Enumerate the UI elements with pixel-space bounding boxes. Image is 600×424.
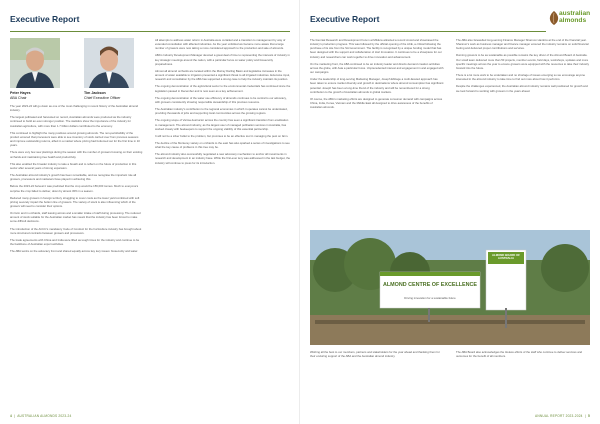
person-name: Peter Hayes: [10, 91, 31, 95]
body-paragraph: The introduction of the ACCC's mandatory Code of Conduct for the horticulture industry has brought about more structured contracts between growers and processors.: [10, 226, 142, 235]
person-name: Tim Jackson: [84, 91, 106, 95]
right-column-1: [310, 38, 444, 112]
body-paragraph: The almond industry also successfully negotiated a new advocacy mechanism to anchor all investments in research and development in an industry base. While the first-ever levy was addressed in the last budget, the industry will continue to press for its introduction.: [155, 152, 291, 165]
body-paragraph: There is a lot more work to be undertaken and no shortage of issues emerging so we encourage anyone interested in the almond industry to take time to find out more about how it performs.: [456, 73, 586, 82]
body-paragraph: There were very few new plantings during the season with the number of growers focusing on their existing orchards and maintaining tree health and productivity.: [10, 150, 143, 159]
body-paragraph: Wishing all the best to our members, partners and stakeholders for the year ahead and thanking them for their enduring support of the ABA and the Australian almond industry.: [310, 350, 440, 359]
body-paragraph: This also enabled the broader industry to take a breath and to reflect on the future of production in this sector after several years of strong expansion.: [10, 161, 137, 170]
logo-text-line2: almonds: [559, 17, 587, 24]
body-paragraph: ABA's Industry Development Manager devoted a great deal of time to representing the interests of industry in key strategic meetings around the nation, with a particular focus on water policy and biosecurity preparedness.: [155, 53, 290, 66]
heading-divider: [310, 31, 546, 32]
right-page: [300, 0, 600, 424]
right-column-1-bottom: [310, 350, 444, 361]
heading-divider: [10, 31, 290, 32]
body-paragraph: It will not be a silver bullet to the problem, but promises to be an effective tool in managing the pest on farm.: [155, 133, 289, 138]
body-paragraph: This continued to highlight the many positives around growing almonds. The non-perishability of the product ensured that processors were able to see inventory of stock carried over from previous seasons and improve outstanding returns, albeit in a market where pricing had bottomed out for the first time in 10 years.: [10, 130, 140, 148]
page-heading: Executive Report: [310, 14, 380, 24]
almond-centre-photo: [310, 230, 590, 345]
page-footer: ANNUAL REPORT 2023-2024 | 5: [535, 414, 590, 418]
page-footer: 4 | AUSTRALIAN ALMONDS 2023-24: [10, 414, 72, 418]
person-caption: [84, 91, 154, 101]
right-column-2-top: [456, 38, 592, 96]
body-paragraph: The Australian almond industry's growth has been remarkable, and we recognise the important role all growers, processors and marketers have played in achieving this.: [10, 173, 137, 182]
body-paragraph: The biennial Research and Development Forum at Mildura attracted a record crowd and showcased the industry's production progress. This was followed by the official opening of the ACE, a critical following the purchase of its site from the SA Government. The facility is recognised by a unique funding model that has been designed with the support and collaboration of Hort Innovation. It continues to be a showpiece for our industry and researchers can work together to drive innovation and advancement.: [310, 38, 442, 59]
person-role: ABA Chair: [10, 95, 27, 100]
body-paragraph: The ongoing demonstration of the water use efficiency of almonds continues to be central to our advocacy, with growers consistently showing responsible stewardship of this precious resource.: [155, 95, 287, 104]
body-paragraph: The largest pollinated and harvested on record, Australian almonds were produced as the industry continued to build an even stronger position. The statistics show the importance of the industry for Australian agriculture, with more than 1.7 billion dollars contributed to the economy.: [10, 115, 132, 128]
body-paragraph: The decline of the Monterey variety on orchards to the east has also sparked a series of investigations to see what the key cause of problems in this tree may be.: [155, 140, 290, 150]
tim-jackson-photo: [84, 38, 134, 88]
left-column-2: [155, 38, 291, 168]
body-paragraph: Running growers to be as sustainable as possible remains the key driver of the Almond Board of Australia. Our small team delivered more than 50 projects, member events, field days, workshops, updates and more specific meetings across the year to ensure growers were equipped with the resources to take their industry forward into the future.: [456, 53, 590, 70]
person-caption: [10, 91, 80, 101]
body-paragraph: Reduced many growers in foreign territory struggling to cover costs as the lower yield combined with soft pricing severely impact the bottom line of growers. The variety of stock is also influencing which of the growers will need to consider their options.: [10, 195, 140, 208]
body-paragraph: The ongoing scope of Varroa destructor across the country has seen a significant transition from eradication to management. The almond industry, as the largest user of managed pollination services in Australia, has worked closely with beekeepers to support the ongoing viability of this essential partnership.: [155, 118, 289, 131]
right-column-2-bottom: [456, 350, 592, 361]
body-paragraph: Almost all almond orchards are located within the Murray Darling Basin and legislative increases in the amount of water available to irrigators presented a significant threat to all irrigated industries. Extensive input, research and consultation by the ABA has supported a strong case to help the industry maintain its position.: [155, 68, 290, 82]
footer-title: ANNUAL REPORT 2023-2024: [535, 414, 583, 418]
body-paragraph: The Australian industry's contribution to the regional economies in which it operates cannot be understated, providing thousands of jobs and supporting local communities across the growing regions.: [155, 107, 288, 116]
body-paragraph: Before the 2023-24 harvest it was predicted that the crop would be 156,000 tonnes. Much to everyone's surprise the crop failed to deliver, down by almost 30% in a season.: [10, 184, 139, 193]
left-column-1: [10, 104, 143, 256]
body-paragraph: Under the leadership of long-serving Marketing Manager, Joseph Ebbage a multi-faceted approach has been taken to ensure market diversity and growth in destinations where almond consumption has significant potential. Joseph has been a long-time friend of the industry and will be remembered for a strong contribution to the growth of Australian almonds in global markets.: [310, 77, 444, 94]
peter-hayes-photo: [10, 38, 60, 88]
body-paragraph: On farm and in orchards, staff leaving across and a smaller intake of staff during processing. The reduced amount of stock suitable for the Australian market has meant that the industry has been forced to make some difficult decisions.: [10, 211, 141, 224]
body-paragraph: The trade agreements with China and India were lifted as tough times for the industry and continue to be the backbone of Australian export activities.: [10, 237, 140, 247]
body-paragraph: The year 2023-24 will go down as one of the most challenging in recent history of the Australian almond industry.: [10, 104, 139, 113]
page-heading: Executive Report: [10, 14, 80, 24]
footer-title: AUSTRALIAN ALMONDS 2023-24: [17, 414, 72, 418]
sign-badge: ALMOND BOARD OF AUSTRALIA: [492, 253, 520, 261]
body-paragraph: The ABA Board also acknowledges the tireless efforts of the staff who continue to deliver services and outcomes for the benefit of all members.: [456, 350, 582, 359]
body-paragraph: Of course, the ABA's marketing efforts are designed to generate consumer demand with campaigns across China, India, Korea, Vietnam and the Middle East all designed to drive awareness of the benefits of Australian almonds.: [310, 96, 443, 110]
body-paragraph: All attempts to address water reform in Australia were curtailed and a transition to management by way of extended consultation with affected industries. As the year unfolded we became more aware that a large number of growers were now taking a more considered approach to the production and sale of almonds.: [155, 38, 286, 51]
sign-title: ALMOND CENTRE OF EXCELLENCE: [382, 282, 478, 288]
body-paragraph: The ABA also farewelled long-serving Finance Manager Shannon Hankins at the end of the financial year. Shannon's work as business manager and finance manager ensured the industry remains on solid financial footing and delivered proper contributions and services.: [456, 38, 589, 51]
body-paragraph: Despite the challenges experienced, the Australian almond industry remains well positioned for growth and we look forward to working with growers in the years ahead.: [456, 84, 588, 93]
sign-subtitle: Driving innovation for a sustainable future: [404, 296, 456, 300]
body-paragraph: The ongoing demonstration of the agricultural sector to the environmental credentials has continued since the legislation passed in December and is now seen as a key achievement.: [155, 84, 291, 93]
australian-almonds-logo: [548, 6, 594, 36]
person-role: Chief Executive Officer: [84, 95, 121, 100]
page-number: 5: [588, 414, 590, 418]
body-paragraph: The ABA works on the advocacy front and shared equally across key levy issues: biosecurity and water.: [10, 249, 139, 254]
page-number: 4: [10, 414, 12, 418]
logo-text-line1: australian: [559, 10, 591, 17]
body-paragraph: On the marketing front, the ABA continued to be an industry leader and directs demand creation activities across the globe, with Asia a particular focus. Unprecedented interest and engagement in and engaged with our campaigns.: [310, 61, 444, 75]
